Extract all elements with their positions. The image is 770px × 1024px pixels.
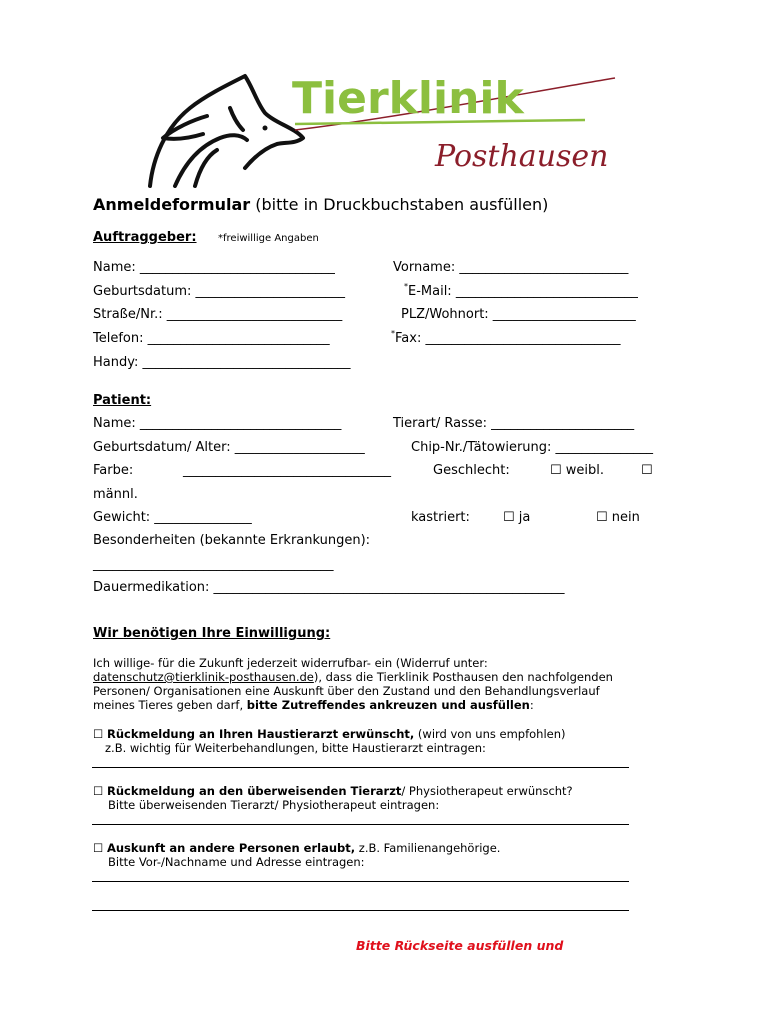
consent-heading: Wir benötigen Ihre Einwilligung:: [93, 626, 331, 641]
patient-color-label: Farbe:: [93, 463, 134, 478]
neutered-yes-checkbox[interactable]: ☐ ja: [503, 510, 531, 525]
email-optional-star: *: [404, 282, 408, 291]
option-haustierarzt: [93, 727, 566, 741]
patient-birthdate-field[interactable]: Geburtsdatum/ Alter: ____________________: [93, 440, 365, 455]
option-ueberweiser: [93, 784, 573, 798]
form-title: Anmeldeformular: [93, 195, 251, 214]
option-haustierarzt-hint: z.B. wichtig für Weiterbehandlungen, bitte Haustierarzt eintragen:: [105, 741, 486, 755]
patient-weight-field[interactable]: Gewicht: _______________: [93, 510, 252, 525]
sex-male-checkbox[interactable]: ☐: [641, 463, 653, 478]
option-ueberweiser-note: / Physiotherapeut erwünscht?: [401, 784, 573, 798]
patient-chip-field[interactable]: Chip-Nr./Tätowierung: _______________: [411, 440, 654, 455]
owner-name-field[interactable]: Name: ______________________________: [93, 260, 335, 275]
privacy-email-link[interactable]: datenschutz@tierklinik-posthausen.de: [93, 670, 314, 684]
owner-street-field[interactable]: Straße/Nr.: ___________________________: [93, 307, 343, 322]
patient-heading: Patient:: [93, 393, 152, 408]
owner-plz-field[interactable]: PLZ/Wohnort: ______________________: [401, 307, 636, 322]
option-haustierarzt-label: Rückmeldung an Ihren Haustierarzt erwünscht,: [106, 727, 415, 741]
animal-logo-icon: [145, 68, 625, 188]
option-haustierarzt-note: (wird von uns empfohlen): [417, 727, 566, 741]
medication-field[interactable]: Dauermedikation: ______________________________________________________: [93, 580, 565, 595]
consent-text-line-4-start: meines Tieres geben darf,: [93, 698, 244, 712]
owner-heading: Auftraggeber:: [93, 230, 197, 245]
conditions-label: Besonderheiten (bekannte Erkrankungen):: [93, 533, 371, 548]
consent-instruction: bitte Zutreffendes ankreuzen und ausfüllen: [246, 698, 530, 712]
consent-text-line-2: [93, 670, 613, 684]
conditions-field[interactable]: _____________________________________: [93, 557, 334, 572]
option-andere-personen-label: Auskunft an andere Personen erlaubt,: [106, 841, 356, 855]
consent-text-line-1: Ich willige- für die Zukunft jederzeit widerrufbar- ein (Widerruf unter:: [93, 656, 488, 670]
patient-sex-label: Geschlecht:: [433, 463, 510, 478]
option-andere-personen-entry-line-2[interactable]: [92, 910, 629, 911]
consent-colon: :: [529, 698, 534, 712]
option-haustierarzt-entry-line[interactable]: [92, 767, 629, 768]
option-ueberweiser-entry-line[interactable]: [92, 824, 629, 825]
option-ueberweiser-hint: Bitte überweisenden Tierarzt/ Physiotherapeut eintragen:: [108, 798, 440, 812]
sex-male-label: männl.: [93, 487, 138, 502]
form-header: [93, 195, 548, 214]
option-andere-personen-checkbox[interactable]: ☐: [93, 841, 104, 855]
option-ueberweiser-label: Rückmeldung an den überweisenden Tierarzt: [106, 784, 402, 798]
patient-name-field[interactable]: Name: _______________________________: [93, 416, 342, 431]
footer-note: Bitte Rückseite ausfüllen und: [356, 938, 564, 953]
option-andere-personen-note: z.B. Familienangehörige.: [358, 841, 501, 855]
sex-female-checkbox[interactable]: ☐ weibl.: [550, 463, 605, 478]
form-subtitle: (bitte in Druckbuchstaben ausfüllen): [255, 195, 549, 214]
consent-text-line-4: [93, 698, 534, 712]
option-andere-personen: [93, 841, 500, 855]
consent-text-line-3: Personen/ Organisationen eine Auskunft über den Zustand und den Behandlungsverlauf: [93, 684, 600, 698]
neutered-no-checkbox[interactable]: ☐ nein: [596, 510, 640, 525]
owner-fax-field[interactable]: Fax: ______________________________: [395, 331, 621, 346]
owner-birthdate-field[interactable]: Geburtsdatum: _______________________: [93, 284, 346, 299]
neutered-label: kastriert:: [411, 510, 470, 525]
option-andere-personen-entry-line-1[interactable]: [92, 881, 629, 882]
option-andere-personen-hint: Bitte Vor-/Nachname und Adresse eintragen:: [108, 855, 365, 869]
owner-vorname-field[interactable]: Vorname: __________________________: [393, 260, 629, 275]
option-haustierarzt-checkbox[interactable]: ☐: [93, 727, 104, 741]
patient-color-field[interactable]: ________________________________: [183, 463, 391, 478]
option-ueberweiser-checkbox[interactable]: ☐: [93, 784, 104, 798]
logo-title: Tierklinik: [292, 73, 524, 124]
fax-optional-star: *: [391, 329, 395, 338]
consent-text-line-2-rest: ), dass die Tierklinik Posthausen den nachfolgenden: [313, 670, 613, 684]
logo-subtitle: Posthausen: [435, 139, 609, 174]
owner-phone-field[interactable]: Telefon: ____________________________: [93, 331, 330, 346]
patient-species-field[interactable]: Tierart/ Rasse: ______________________: [393, 416, 635, 431]
clinic-logo: [145, 68, 625, 192]
owner-email-field[interactable]: E-Mail: ____________________________: [408, 284, 638, 299]
optional-note: *freiwillige Angaben: [218, 233, 319, 244]
owner-mobile-field[interactable]: Handy: ________________________________: [93, 355, 351, 370]
